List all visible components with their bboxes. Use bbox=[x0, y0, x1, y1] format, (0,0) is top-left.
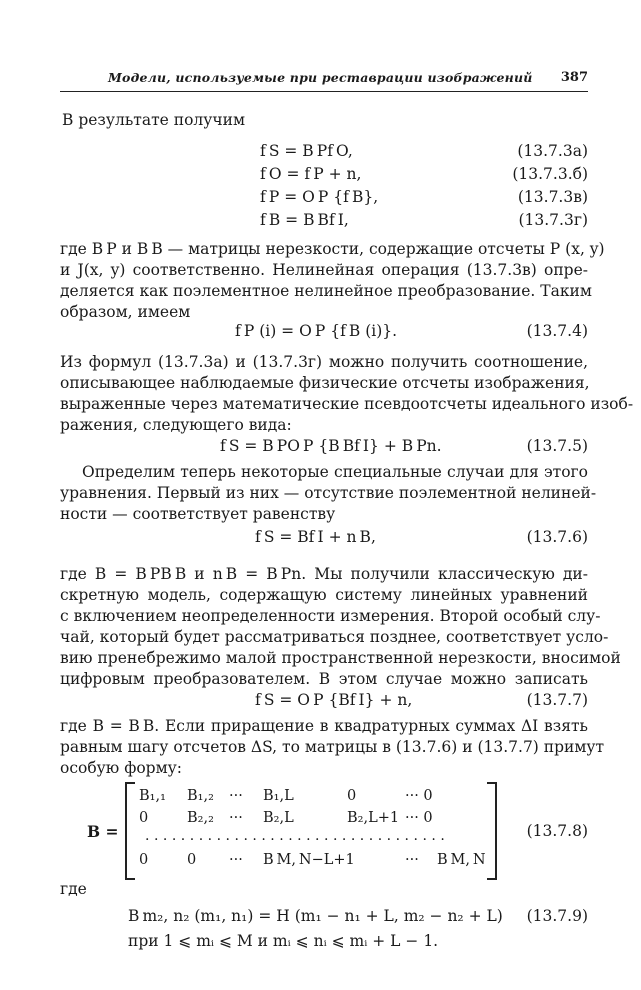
equation-13-7-6: f S = Bf I + n B, bbox=[255, 528, 376, 546]
paragraph-line: образом, имеем bbox=[60, 303, 191, 321]
paragraph-intro: В результате получим bbox=[62, 111, 246, 129]
paragraph-line: ности — соответствует равенству bbox=[60, 505, 336, 523]
paragraph-where: где bbox=[60, 880, 87, 898]
matrix-cell: B₂,₂ bbox=[187, 810, 214, 826]
equation-13-7-3g: f B = B Bf I, bbox=[260, 211, 349, 229]
equation-13-7-9: B m₂, n₂ (m₁, n₁) = H (m₁ − n₁ + L, m₂ − n₂ + L) bbox=[128, 907, 503, 925]
matrix-cell: B M, N−L+1 bbox=[263, 852, 355, 868]
matrix-cell: 0 bbox=[139, 852, 149, 868]
equation-label-13-7-3g: (13.7.3г) bbox=[518, 211, 588, 229]
paragraph-line: Определим теперь некоторые специальные случаи для этого bbox=[82, 463, 588, 481]
equation-13-7-3v: f P = O P {f B}, bbox=[260, 188, 379, 206]
matrix-cell: 0 bbox=[347, 788, 357, 804]
equation-13-7-3a: f S = B Pf O, bbox=[260, 142, 353, 160]
matrix-cell: B₁,₂ bbox=[187, 788, 214, 804]
paragraph-line: и J(x, y) соответственно. Нелинейная операция (13.7.3в) опре- bbox=[60, 261, 588, 279]
equation-13-7-5: f S = B PO P {B Bf I} + B Pn. bbox=[220, 437, 442, 455]
paragraph-line: выраженные через математические псевдоотсчеты идеального изоб- bbox=[60, 395, 634, 413]
equation-13-7-3b: f O = f P + n, bbox=[260, 165, 362, 183]
paragraph-line: цифровым преобразователем. В этом случае можно записать bbox=[60, 670, 588, 688]
paragraph-line: где B P и B B — матрицы нерезкости, содержащие отсчеты P (x, y) bbox=[60, 240, 605, 258]
matrix-cell: ··· bbox=[229, 788, 243, 804]
matrix-cell: ··· bbox=[229, 852, 243, 868]
matrix-bracket-right bbox=[487, 782, 497, 880]
header-rule bbox=[60, 91, 588, 92]
equation-label-13-7-3a: (13.7.3а) bbox=[517, 142, 588, 160]
paragraph-line: описывающее наблюдаемые физические отсчеты изображения, bbox=[60, 374, 590, 392]
header-title: Модели, используемые при реставрации изображений bbox=[108, 70, 533, 85]
equation-label-13-7-5: (13.7.5) bbox=[526, 437, 588, 455]
equation-label-13-7-8: (13.7.8) bbox=[526, 822, 588, 840]
matrix-cell: 0 bbox=[187, 852, 197, 868]
matrix-cell: 0 bbox=[139, 810, 149, 826]
matrix-dots-row: .................................. bbox=[145, 828, 450, 844]
matrix-cell: B₁,₁ bbox=[139, 788, 166, 804]
matrix-cell: B₁,L bbox=[263, 788, 294, 804]
paragraph-line: скретную модель, содержащую систему линейных уравнений bbox=[60, 586, 588, 604]
matrix-cell: ··· bbox=[405, 852, 419, 868]
paragraph-line: вию пренебрежимо малой пространственной нерезкости, вносимой bbox=[60, 649, 621, 667]
paragraph-line: деляется как поэлементное нелинейное преобразование. Таким bbox=[60, 282, 592, 300]
paragraph-line: ражения, следующего вида: bbox=[60, 416, 292, 434]
equation-label-13-7-4: (13.7.4) bbox=[526, 322, 588, 340]
matrix-cell: B₂,L bbox=[263, 810, 294, 826]
paragraph-line: где B = B PB B и n B = B Pn. Мы получили классическую ди- bbox=[60, 565, 588, 583]
equation-13-7-7: f S = O P {Bf I} + n, bbox=[255, 691, 413, 709]
matrix-lhs: B = bbox=[87, 822, 119, 841]
matrix-13-7-8 bbox=[125, 782, 497, 876]
running-header bbox=[108, 70, 588, 88]
paragraph-line: где B = B B. Если приращение в квадратурных суммах ΔI взять bbox=[60, 717, 588, 735]
paragraph-line: с включением неопределенности измерения. Второй особый слу- bbox=[60, 607, 601, 625]
matrix-cell: ··· 0 bbox=[405, 810, 433, 826]
matrix-cell: B M, N bbox=[437, 852, 486, 868]
paragraph-line: уравнения. Первый из них — отсутствие поэлементной нелиней- bbox=[60, 484, 597, 502]
equation-label-13-7-6: (13.7.6) bbox=[526, 528, 588, 546]
page-number: 387 bbox=[560, 70, 588, 85]
matrix-cell: ··· 0 bbox=[405, 788, 433, 804]
equation-condition: при 1 ⩽ mᵢ ⩽ M и mᵢ ⩽ nᵢ ⩽ mᵢ + L − 1. bbox=[128, 932, 439, 950]
equation-label-13-7-3v: (13.7.3в) bbox=[517, 188, 588, 206]
paragraph-line: равным шагу отсчетов ΔS, то матрицы в (13.7.6) и (13.7.7) примут bbox=[60, 738, 605, 756]
matrix-cell: ··· bbox=[229, 810, 243, 826]
equation-label-13-7-9: (13.7.9) bbox=[526, 907, 588, 925]
paragraph-line: Из формул (13.7.3а) и (13.7.3г) можно получить соотношение, bbox=[60, 353, 588, 371]
matrix-cell: B₂,L+1 bbox=[347, 810, 400, 826]
matrix-bracket-left bbox=[125, 782, 135, 880]
paragraph-line: особую форму: bbox=[60, 759, 183, 777]
equation-13-7-4: f P (i) = O P {f B (i)}. bbox=[235, 322, 398, 340]
paragraph-line: чай, который будет рассматриваться позднее, соответствует усло- bbox=[60, 628, 609, 646]
equation-label-13-7-7: (13.7.7) bbox=[526, 691, 588, 709]
equation-label-13-7-3b: (13.7.3.б) bbox=[512, 165, 588, 183]
